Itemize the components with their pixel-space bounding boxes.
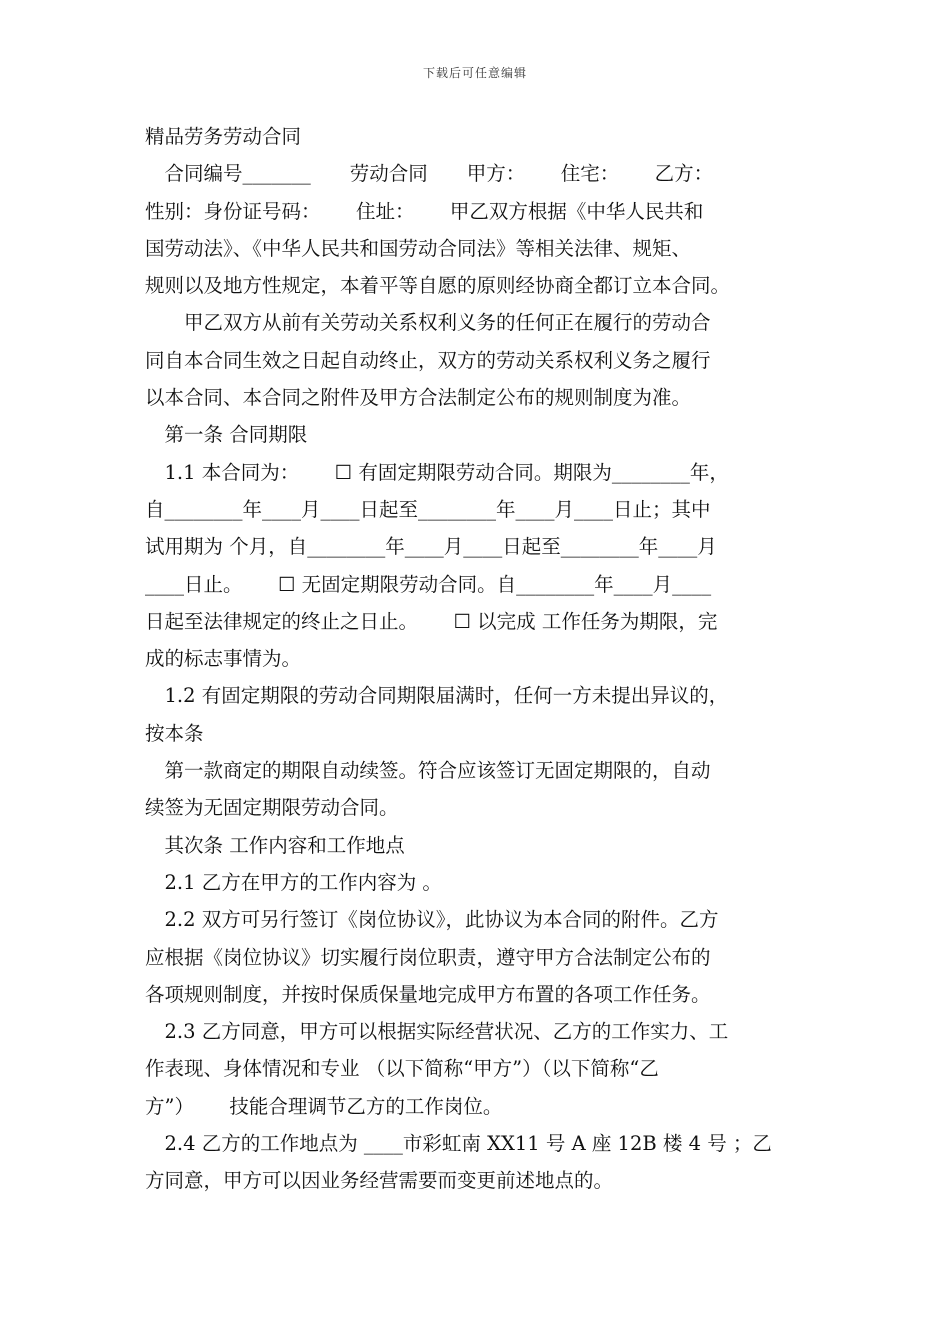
text-line: ____日止。 ☐ 无固定期限劳动合同。自________年____月____ (145, 572, 712, 596)
text-line: 合同编号_______ 劳动合同 甲方： 住宅： 乙方： (145, 162, 714, 186)
page-header: 下载后可任意编辑 (422, 66, 527, 80)
text-line: 性别：身份证号码： 住址： 甲乙双方根据《中华人民共和 (145, 199, 704, 223)
text-line: 规则以及地方性规定，本着平等自愿的原则经协商全都订立本合同。 (145, 274, 731, 298)
text-line: 第一款商定的期限自动续签。符合应该签订无固定期限的，自动 (145, 759, 711, 783)
text-line: 同自本合同生效之日起自动终止，双方的劳动关系权利义务之履行 (145, 348, 711, 372)
text-line: 方同意，甲方可以因业务经营需要而变更前述地点的。 (145, 1169, 614, 1193)
text-line: 甲乙双方从前有关劳动关系权利义务的任何正在履行的劳动合 (145, 311, 711, 335)
section-heading: 第一条 合同期限 (145, 423, 308, 447)
text-line: 应根据《岗位协议》切实履行岗位职责，遵守甲方合法制定公布的 (145, 945, 711, 969)
section-heading: 其次条 工作内容和工作地点 (145, 833, 405, 857)
text-line: 续签为无固定期限劳动合同。 (145, 796, 399, 820)
text-line: 日起至法律规定的终止之日止。 ☐ 以完成 工作任务为期限，完 (145, 609, 718, 633)
text-line: 成的标志事情为。 (145, 647, 302, 671)
text-line: 国劳动法》、《中华人民共和国劳动合同法》等相关法律、规矩、 (145, 236, 692, 260)
text-line: 以本合同、本合同之附件及甲方合法制定公布的规则制度为准。 (145, 386, 692, 410)
text-line: 作表现、身体情况和专业 （以下简称“甲方”）（以下简称“乙 (145, 1057, 659, 1081)
text-line: 按本条 (145, 721, 204, 745)
text-line: 1.1 本合同为： ☐ 有固定期限劳动合同。期限为________年， (145, 460, 729, 484)
text-line: 试用期为 个月，自________年____月____日起至________年____月 (145, 535, 717, 559)
text-line: 2.3 乙方同意，甲方可以根据实际经营状况、乙方的工作实力、工 (145, 1020, 729, 1044)
contract-body (145, 118, 810, 1200)
text-line: 自________年____月____日起至________年____月____日止；其中 (145, 497, 711, 521)
doc-title: 精品劳务劳动合同 (145, 125, 302, 148)
text-line: 2.4 乙方的工作地点为 ____市彩虹南 XX11 号 A 座 12B 楼 4 号 ；乙 (145, 1132, 772, 1156)
text-line: 2.1 乙方在甲方的工作内容为 。 (145, 870, 442, 894)
text-line: 方”） 技能合理调节乙方的工作岗位。 (145, 1094, 503, 1118)
text-line: 2.2 双方可另行签订《岗位协议》，此协议为本合同的附件。乙方 (145, 908, 719, 932)
text-line: 各项规则制度，并按时保质保量地完成甲方布置的各项工作任务。 (145, 982, 711, 1006)
text-line: 1.2 有固定期限的劳动合同期限届满时，任何一方未提出异议的， (145, 684, 729, 708)
